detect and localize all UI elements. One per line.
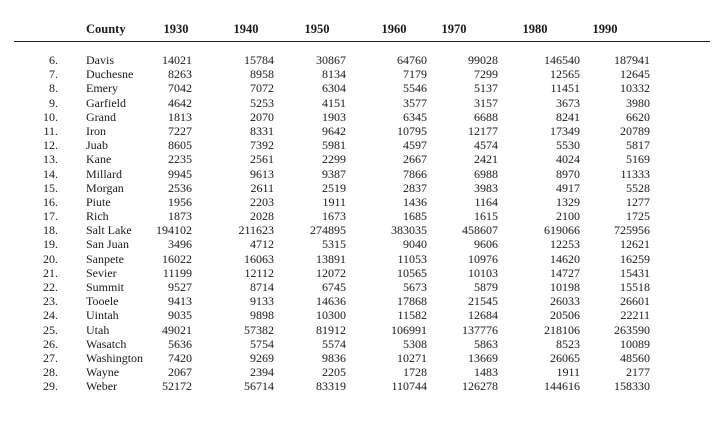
table-row — [0, 323, 716, 337]
population-value: 5530 — [556, 138, 580, 153]
population-value: 9527 — [168, 280, 192, 294]
population-value: 7420 — [168, 350, 192, 365]
population-value: 20789 — [620, 123, 650, 138]
row-number: 26. — [43, 336, 58, 351]
population-value: 9898 — [250, 308, 274, 323]
population-value: 4917 — [556, 180, 580, 195]
table-body — [0, 53, 716, 394]
population-value: 11451 — [550, 81, 580, 96]
population-value: 5546 — [403, 81, 427, 96]
row-number: 16. — [43, 194, 58, 209]
population-value: 218106 — [544, 322, 580, 337]
population-value: 99028 — [468, 53, 498, 67]
population-value: 1483 — [474, 365, 498, 380]
header-1990: 1990 — [592, 22, 618, 36]
population-value: 12177 — [468, 123, 498, 138]
county-name: Millard — [86, 166, 122, 181]
population-value: 5169 — [626, 152, 650, 167]
table-row — [0, 181, 716, 195]
county-name: Kane — [86, 152, 112, 167]
population-value: 5863 — [474, 336, 498, 351]
population-value: 2070 — [250, 109, 274, 124]
population-value: 10565 — [397, 265, 427, 280]
header-divider — [14, 41, 710, 42]
population-value: 81912 — [316, 322, 346, 337]
population-value: 3157 — [474, 95, 498, 110]
population-value: 8134 — [322, 67, 346, 82]
population-value: 1728 — [403, 365, 427, 380]
population-value: 4642 — [168, 95, 192, 110]
row-number: 18. — [43, 223, 58, 238]
row-number: 15. — [43, 180, 58, 195]
population-value: 9133 — [250, 294, 274, 309]
population-value: 4024 — [556, 152, 580, 167]
population-value: 2667 — [403, 152, 427, 167]
population-value: 1685 — [403, 209, 427, 224]
population-value: 3983 — [474, 180, 498, 195]
population-value: 8241 — [556, 109, 580, 124]
county-name: Garfield — [86, 95, 126, 110]
population-value: 14727 — [550, 265, 580, 280]
header-1970: 1970 — [441, 22, 467, 36]
population-value: 10332 — [620, 81, 650, 96]
population-value: 3673 — [556, 95, 580, 110]
row-number: 19. — [43, 237, 58, 252]
population-value: 13891 — [316, 251, 346, 266]
header-county: County — [86, 22, 126, 36]
population-value: 5315 — [322, 237, 346, 252]
county-name: Tooele — [86, 294, 119, 309]
population-value: 2394 — [250, 365, 274, 380]
population-value: 2611 — [250, 180, 274, 195]
table-row — [0, 252, 716, 266]
county-name: Sanpete — [86, 251, 124, 266]
population-value: 5636 — [168, 336, 192, 351]
population-value: 1329 — [556, 194, 580, 209]
table-row — [0, 152, 716, 166]
table-row — [0, 124, 716, 138]
population-value: 187941 — [614, 53, 650, 67]
population-value: 14021 — [162, 53, 192, 67]
population-value: 26065 — [550, 350, 580, 365]
row-number: 8. — [49, 81, 58, 96]
table-row — [0, 167, 716, 181]
population-value: 9387 — [322, 166, 346, 181]
population-value: 137776 — [462, 322, 498, 337]
table-row — [0, 266, 716, 280]
population-value: 15431 — [620, 265, 650, 280]
population-value: 9642 — [322, 123, 346, 138]
population-value: 16022 — [162, 251, 192, 266]
table-row — [0, 308, 716, 322]
population-value: 9613 — [250, 166, 274, 181]
population-value: 7042 — [168, 81, 192, 96]
population-value: 26601 — [620, 294, 650, 309]
row-number: 12. — [43, 138, 58, 153]
population-value: 194102 — [156, 223, 192, 238]
population-value: 6988 — [474, 166, 498, 181]
population-value: 4574 — [474, 138, 498, 153]
population-value: 8714 — [250, 280, 274, 294]
population-value: 274895 — [310, 223, 346, 238]
population-value: 16259 — [620, 251, 650, 266]
population-value: 5308 — [403, 336, 427, 351]
population-value: 20506 — [550, 308, 580, 323]
header-1950: 1950 — [304, 22, 330, 36]
population-value: 7866 — [403, 166, 427, 181]
population-value: 619066 — [544, 223, 580, 238]
population-value: 2028 — [250, 209, 274, 224]
population-value: 4597 — [403, 138, 427, 153]
population-value: 1903 — [322, 109, 346, 124]
population-value: 15518 — [620, 280, 650, 294]
population-value: 5817 — [626, 138, 650, 153]
population-value: 7392 — [250, 138, 274, 153]
population-value: 7179 — [403, 67, 427, 82]
population-value: 1956 — [168, 194, 192, 209]
row-number: 21. — [43, 265, 58, 280]
county-name: Emery — [86, 81, 118, 96]
header-1980: 1980 — [522, 22, 548, 36]
row-number: 10. — [43, 109, 58, 124]
population-value: 10089 — [620, 336, 650, 351]
population-value: 383035 — [391, 223, 427, 238]
population-value: 9040 — [403, 237, 427, 252]
population-value: 2067 — [168, 365, 192, 380]
population-value: 2536 — [168, 180, 192, 195]
county-name: Davis — [86, 53, 114, 67]
population-value: 6620 — [626, 109, 650, 124]
population-value: 26033 — [550, 294, 580, 309]
county-name: San Juan — [86, 237, 129, 252]
table-row — [0, 237, 716, 251]
table-row — [0, 53, 716, 67]
population-value: 64760 — [397, 53, 427, 67]
population-value: 9606 — [474, 237, 498, 252]
population-value: 5879 — [474, 280, 498, 294]
header-1940: 1940 — [233, 22, 259, 36]
population-value: 15784 — [244, 53, 274, 67]
table-row — [0, 365, 716, 379]
population-value: 10198 — [550, 280, 580, 294]
population-value: 56714 — [244, 379, 274, 394]
population-value: 1873 — [168, 209, 192, 224]
county-name: Washington — [86, 350, 144, 365]
population-value: 14620 — [550, 251, 580, 266]
population-value: 2837 — [403, 180, 427, 195]
population-value: 5137 — [474, 81, 498, 96]
table-row — [0, 351, 716, 365]
county-name: Wasatch — [86, 336, 127, 351]
header-1960: 1960 — [381, 22, 407, 36]
row-number: 7. — [49, 67, 58, 82]
population-value: 9269 — [250, 350, 274, 365]
population-value: 3577 — [403, 95, 427, 110]
row-number: 11. — [43, 123, 58, 138]
table-row — [0, 379, 716, 393]
population-value: 8263 — [168, 67, 192, 82]
population-value: 11333 — [620, 166, 650, 181]
population-value: 7072 — [250, 81, 274, 96]
population-value: 10976 — [468, 251, 498, 266]
population-value: 146540 — [544, 53, 580, 67]
population-value: 12072 — [316, 265, 346, 280]
population-value: 49021 — [162, 322, 192, 337]
header-1930: 1930 — [163, 22, 189, 36]
population-value: 5528 — [626, 180, 650, 195]
row-number: 13. — [43, 152, 58, 167]
population-value: 12684 — [468, 308, 498, 323]
population-value: 6345 — [403, 109, 427, 124]
county-name: Utah — [86, 322, 110, 337]
row-number: 17. — [43, 209, 58, 224]
population-value: 5754 — [250, 336, 274, 351]
population-value: 1725 — [626, 209, 650, 224]
population-value: 21545 — [468, 294, 498, 309]
population-value: 4151 — [322, 95, 346, 110]
county-name: Wayne — [86, 365, 120, 380]
population-value: 1164 — [474, 194, 498, 209]
population-value: 8605 — [168, 138, 192, 153]
population-value: 9945 — [168, 166, 192, 181]
population-value: 263590 — [614, 322, 650, 337]
population-value: 2561 — [250, 152, 274, 167]
population-value: 17868 — [397, 294, 427, 309]
population-value: 13669 — [468, 350, 498, 365]
county-name: Grand — [86, 109, 116, 124]
population-value: 106991 — [391, 322, 427, 337]
population-value: 48560 — [620, 350, 650, 365]
table-row — [0, 96, 716, 110]
population-value: 6745 — [322, 280, 346, 294]
population-value: 12253 — [550, 237, 580, 252]
row-number: 24. — [43, 308, 58, 323]
county-name: Juab — [86, 138, 108, 153]
table-row — [0, 195, 716, 209]
population-value: 7227 — [168, 123, 192, 138]
population-value: 8523 — [556, 336, 580, 351]
population-value: 30867 — [316, 53, 346, 67]
county-name: Morgan — [86, 180, 124, 195]
population-value: 5981 — [322, 138, 346, 153]
table-row — [0, 280, 716, 294]
population-value: 1615 — [474, 209, 498, 224]
population-value: 83319 — [316, 379, 346, 394]
population-value: 144616 — [544, 379, 580, 394]
table-row — [0, 138, 716, 152]
population-value: 17349 — [550, 123, 580, 138]
population-value: 8331 — [250, 123, 274, 138]
county-name: Duchesne — [86, 67, 134, 82]
population-value: 7299 — [474, 67, 498, 82]
population-value: 8958 — [250, 67, 274, 82]
county-name: Salt Lake — [86, 223, 132, 238]
table-row — [0, 294, 716, 308]
county-name: Iron — [86, 123, 106, 138]
population-value: 725956 — [614, 223, 650, 238]
population-value: 2205 — [322, 365, 346, 380]
population-value: 5574 — [322, 336, 346, 351]
county-name: Sevier — [86, 265, 117, 280]
row-number: 28. — [43, 365, 58, 380]
population-value: 6688 — [474, 109, 498, 124]
population-value: 3496 — [168, 237, 192, 252]
table-row — [0, 223, 716, 237]
county-name: Summit — [86, 280, 125, 294]
table-row — [0, 337, 716, 351]
population-value: 1911 — [322, 194, 346, 209]
table-row — [0, 67, 716, 81]
population-value: 12621 — [620, 237, 650, 252]
county-name: Rich — [86, 209, 109, 224]
population-value: 1436 — [403, 194, 427, 209]
row-number: 20. — [43, 251, 58, 266]
population-value: 4712 — [250, 237, 274, 252]
population-value: 9413 — [168, 294, 192, 309]
population-value: 57382 — [244, 322, 274, 337]
population-value: 22211 — [620, 308, 650, 323]
population-value: 2299 — [322, 152, 346, 167]
county-name: Piute — [86, 194, 111, 209]
row-number: 25. — [43, 322, 58, 337]
population-value: 211623 — [238, 223, 274, 238]
population-value: 1911 — [556, 365, 580, 380]
population-value: 12112 — [244, 265, 274, 280]
population-value: 8970 — [556, 166, 580, 181]
population-value: 5673 — [403, 280, 427, 294]
population-value: 11053 — [397, 251, 427, 266]
population-value: 2421 — [474, 152, 498, 167]
population-value: 1673 — [322, 209, 346, 224]
population-value: 10795 — [397, 123, 427, 138]
row-number: 9. — [49, 95, 58, 110]
population-value: 458607 — [462, 223, 498, 238]
population-value: 52172 — [162, 379, 192, 394]
population-value: 2203 — [250, 194, 274, 209]
row-number: 29. — [43, 379, 58, 394]
population-value: 10300 — [316, 308, 346, 323]
table-row — [0, 110, 716, 124]
population-value: 16063 — [244, 251, 274, 266]
row-number: 22. — [43, 280, 58, 294]
table-row — [0, 81, 716, 95]
population-value: 1277 — [626, 194, 650, 209]
population-value: 2177 — [626, 365, 650, 380]
row-number: 6. — [49, 53, 58, 67]
population-value: 110744 — [391, 379, 427, 394]
county-name: Uintah — [86, 308, 119, 323]
row-number: 27. — [43, 350, 58, 365]
population-value: 12565 — [550, 67, 580, 82]
table-row — [0, 209, 716, 223]
population-value: 6304 — [322, 81, 346, 96]
population-value: 2100 — [556, 209, 580, 224]
population-value: 10103 — [468, 265, 498, 280]
row-number: 23. — [43, 294, 58, 309]
population-value: 2519 — [322, 180, 346, 195]
population-value: 9035 — [168, 308, 192, 323]
population-value: 11199 — [162, 265, 192, 280]
table-header — [0, 22, 716, 40]
population-value: 9836 — [322, 350, 346, 365]
population-value: 1813 — [168, 109, 192, 124]
population-value: 3980 — [626, 95, 650, 110]
row-number: 14. — [43, 166, 58, 181]
population-value: 2235 — [168, 152, 192, 167]
population-value: 126278 — [462, 379, 498, 394]
population-value: 11582 — [397, 308, 427, 323]
population-value: 5253 — [250, 95, 274, 110]
population-value: 12645 — [620, 67, 650, 82]
population-value: 10271 — [397, 350, 427, 365]
population-value: 14636 — [316, 294, 346, 309]
county-name: Weber — [86, 379, 118, 394]
population-value: 158330 — [614, 379, 650, 394]
